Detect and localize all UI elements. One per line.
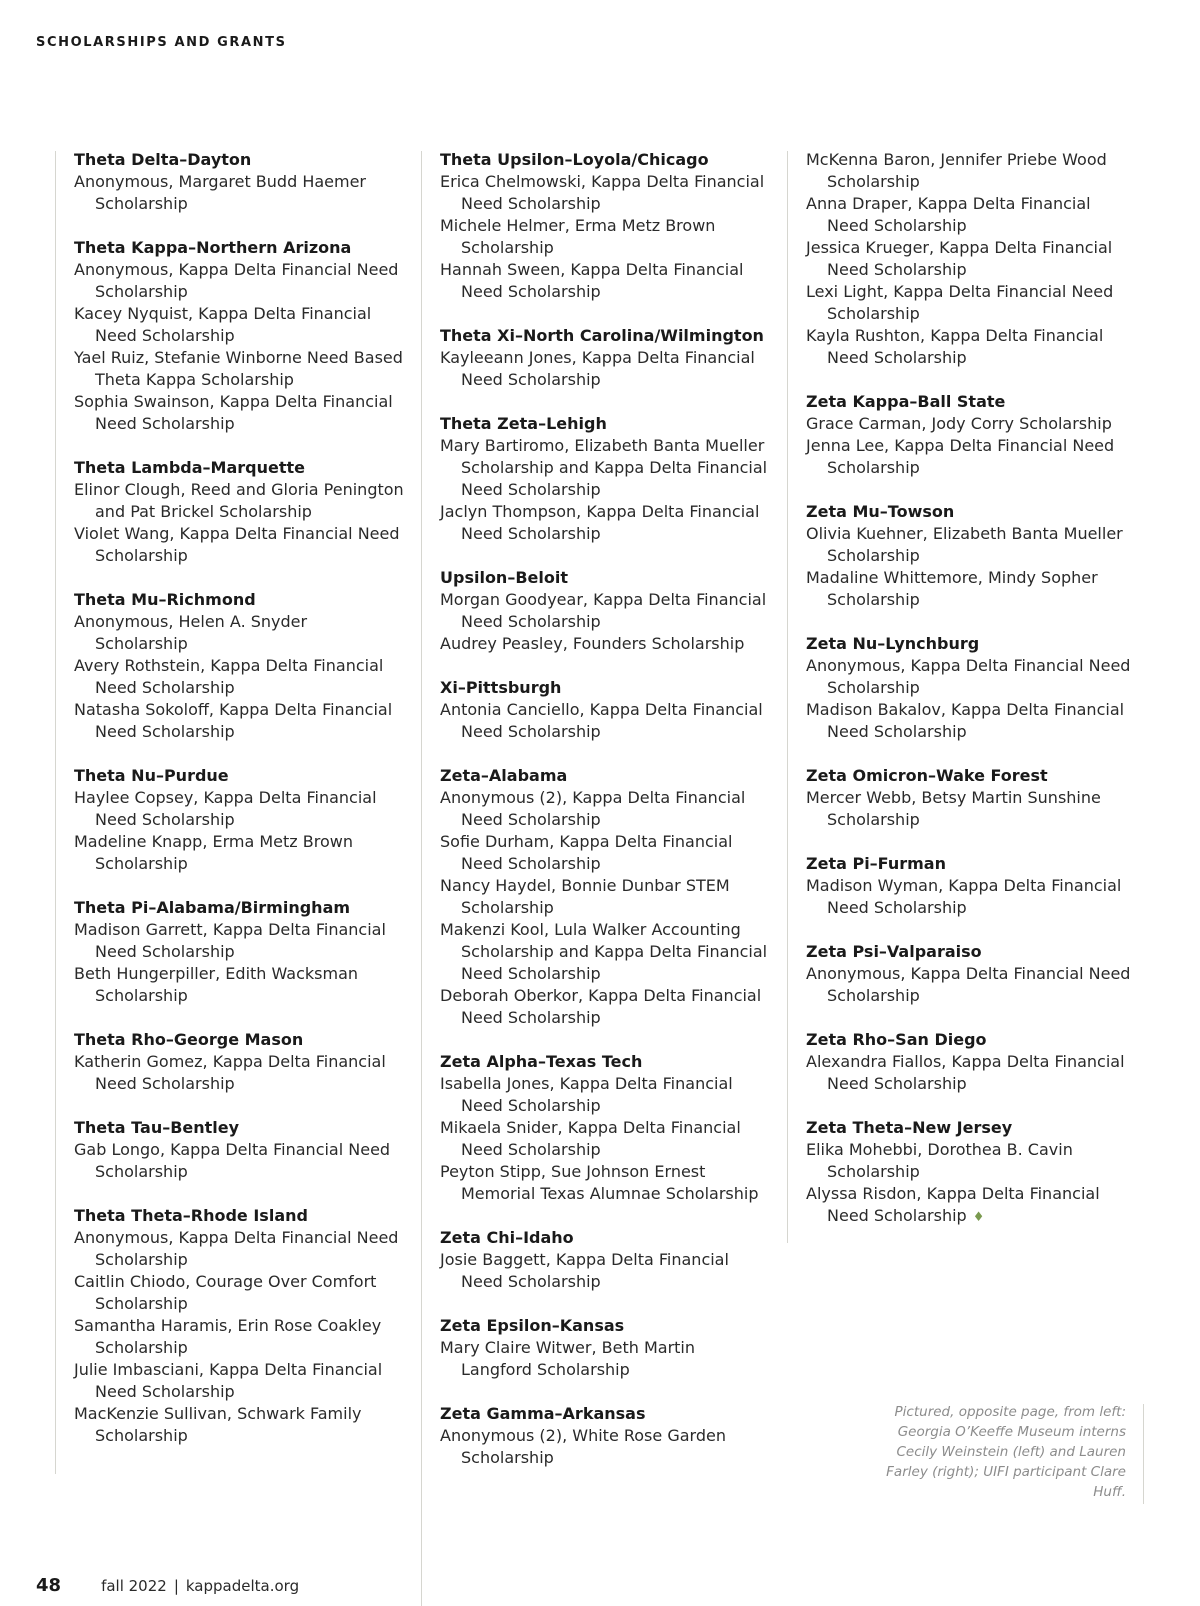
scholarship-entry — [806, 875, 1136, 919]
recipient-text: Samantha Haramis, Erin Rose Coakley Scholarship — [74, 1316, 382, 1357]
chapter-group — [806, 149, 1136, 369]
chapter-group — [806, 765, 1136, 831]
chapter-heading: Theta Nu–Purdue — [74, 766, 229, 785]
recipient-text: McKenna Baron, Jennifer Priebe Wood Scholarship — [806, 150, 1107, 191]
chapter-group — [74, 1029, 404, 1095]
scholarship-entry — [74, 611, 404, 655]
scholarship-entry — [74, 479, 404, 523]
chapter-group — [806, 391, 1136, 479]
recipient-text: Anonymous, Margaret Budd Haemer Scholarship — [74, 172, 367, 213]
chapter-group — [74, 457, 404, 567]
chapter-group — [440, 567, 770, 655]
chapter-heading: Zeta–Alabama — [440, 766, 568, 785]
scholarship-entry — [806, 413, 1136, 435]
scholarship-entry — [806, 193, 1136, 237]
recipient-text: Avery Rothstein, Kappa Delta Financial Need Scholarship — [74, 656, 384, 697]
scholarship-entry — [74, 1139, 404, 1183]
scholarship-entry — [440, 171, 770, 215]
recipient-text: Madison Garrett, Kappa Delta Financial Need Scholarship — [74, 920, 386, 961]
scholarship-entry — [440, 1073, 770, 1117]
scholarship-entry — [806, 325, 1136, 369]
scholarship-entry — [74, 259, 404, 303]
chapter-heading: Theta Theta–Rhode Island — [74, 1206, 308, 1225]
recipient-text: Grace Carman, Jody Corry Scholarship — [806, 414, 1112, 433]
recipient-text: Jessica Krueger, Kappa Delta Financial Need Scholarship — [806, 238, 1113, 279]
recipient-text: Madison Bakalov, Kappa Delta Financial Need Scholarship — [806, 700, 1125, 741]
scholarship-entry — [806, 281, 1136, 325]
recipient-text: Beth Hungerpiller, Edith Wacksman Scholarship — [74, 964, 359, 1005]
end-diamond-icon: ♦ — [972, 1210, 985, 1225]
recipient-text: Gab Longo, Kappa Delta Financial Need Scholarship — [74, 1140, 391, 1181]
scholarship-entry — [806, 237, 1136, 281]
chapter-heading: Theta Kappa–Northern Arizona — [74, 238, 352, 257]
recipient-text: Natasha Sokoloff, Kappa Delta Financial Need Scholarship — [74, 700, 393, 741]
chapter-group — [440, 413, 770, 545]
recipient-text: Madaline Whittemore, Mindy Sopher Scholarship — [806, 568, 1098, 609]
chapter-group — [74, 237, 404, 435]
recipient-text: Madison Wyman, Kappa Delta Financial Need Scholarship — [806, 876, 1122, 917]
chapter-heading: Zeta Rho–San Diego — [806, 1030, 987, 1049]
recipient-text: Haylee Copsey, Kappa Delta Financial Need Scholarship — [74, 788, 377, 829]
chapter-group — [806, 1029, 1136, 1095]
recipient-text: Violet Wang, Kappa Delta Financial Need Scholarship — [74, 524, 400, 565]
scholarship-entry — [74, 1315, 404, 1359]
recipient-text: Elika Mohebbi, Dorothea B. Cavin Scholarship — [806, 1140, 1073, 1181]
scholarship-entry — [74, 171, 404, 215]
scholarship-entry — [74, 963, 404, 1007]
scholarship-entry — [74, 1051, 404, 1095]
chapter-group — [806, 853, 1136, 919]
scholarship-entry — [440, 699, 770, 743]
chapter-group — [74, 765, 404, 875]
scholarship-entry — [440, 831, 770, 875]
chapter-group — [74, 1117, 404, 1183]
recipient-text: Nancy Haydel, Bonnie Dunbar STEM Scholarship — [440, 876, 730, 917]
recipient-text: Hannah Sween, Kappa Delta Financial Need Scholarship — [440, 260, 744, 301]
recipient-text: Caitlin Chiodo, Courage Over Comfort Scholarship — [74, 1272, 377, 1313]
recipient-text: Anonymous, Kappa Delta Financial Need Scholarship — [806, 656, 1131, 697]
chapter-heading: Theta Upsilon–Loyola/Chicago — [440, 150, 709, 169]
column-divider — [421, 151, 422, 1606]
chapter-heading: Theta Pi–Alabama/Birmingham — [74, 898, 351, 917]
chapter-heading: Zeta Gamma–Arkansas — [440, 1404, 646, 1423]
scholarship-entry — [74, 523, 404, 567]
recipient-text: Jenna Lee, Kappa Delta Financial Need Scholarship — [806, 436, 1115, 477]
recipient-text: Kayleeann Jones, Kappa Delta Financial Need Scholarship — [440, 348, 755, 389]
chapter-group — [440, 1227, 770, 1293]
column-divider — [55, 151, 56, 1474]
recipient-text: MacKenzie Sullivan, Schwark Family Scholarship — [74, 1404, 362, 1445]
chapter-heading: Theta Zeta–Lehigh — [440, 414, 607, 433]
recipient-text: Elinor Clough, Reed and Gloria Penington and Pat Brickel Scholarship — [74, 480, 404, 521]
scholarship-entry — [74, 919, 404, 963]
recipient-text: Kayla Rushton, Kappa Delta Financial Need Scholarship — [806, 326, 1104, 367]
scholarship-entry — [806, 963, 1136, 1007]
scholarship-entry — [806, 699, 1136, 743]
scholarship-entry — [74, 1227, 404, 1271]
scholarship-column-1 — [74, 149, 404, 1469]
chapter-heading: Theta Rho–George Mason — [74, 1030, 304, 1049]
scholarship-entry — [806, 149, 1136, 193]
scholarship-entry — [74, 1271, 404, 1315]
scholarship-entry — [806, 567, 1136, 611]
recipient-text: Michele Helmer, Erma Metz Brown Scholarship — [440, 216, 716, 257]
page-number: 48 — [36, 1575, 62, 1596]
scholarship-entry — [440, 589, 770, 633]
recipient-text: Mary Bartiromo, Elizabeth Banta Mueller Scholarship and Kappa Delta Financial Need Scholarship — [440, 436, 768, 499]
recipient-text: Olivia Kuehner, Elizabeth Banta Mueller Scholarship — [806, 524, 1123, 565]
scholarship-entry — [440, 1117, 770, 1161]
chapter-group — [74, 589, 404, 743]
recipient-text: Katherin Gomez, Kappa Delta Financial Need Scholarship — [74, 1052, 386, 1093]
chapter-heading: Theta Lambda–Marquette — [74, 458, 305, 477]
chapter-group — [806, 633, 1136, 743]
chapter-group — [74, 1205, 404, 1447]
site-link[interactable]: kappadelta.org — [185, 1577, 300, 1595]
scholarship-entry — [74, 347, 404, 391]
scholarship-entry — [74, 1359, 404, 1403]
scholarship-entry — [806, 1051, 1136, 1095]
recipient-text: Julie Imbasciani, Kappa Delta Financial Need Scholarship — [74, 1360, 383, 1401]
recipient-text: Lexi Light, Kappa Delta Financial Need Scholarship — [806, 282, 1114, 323]
recipient-text: Mikaela Snider, Kappa Delta Financial Need Scholarship — [440, 1118, 741, 1159]
scholarship-entry — [440, 633, 770, 655]
caption-divider — [1143, 1404, 1144, 1504]
scholarship-entry — [74, 1403, 404, 1447]
chapter-group — [440, 1403, 770, 1469]
recipient-text: Anonymous, Kappa Delta Financial Need Scholarship — [806, 964, 1131, 1005]
chapter-group — [440, 325, 770, 391]
chapter-group — [440, 1051, 770, 1205]
chapter-heading: Theta Tau–Bentley — [74, 1118, 240, 1137]
scholarship-entry — [440, 1425, 770, 1469]
chapter-heading: Theta Mu–Richmond — [74, 590, 256, 609]
chapter-heading: Xi–Pittsburgh — [440, 678, 562, 697]
scholarship-entry — [74, 303, 404, 347]
scholarship-entry — [440, 985, 770, 1029]
chapter-group — [806, 1117, 1136, 1229]
recipient-text: Antonia Canciello, Kappa Delta Financial Need Scholarship — [440, 700, 763, 741]
scholarship-entry — [440, 919, 770, 985]
recipient-text: Madeline Knapp, Erma Metz Brown Scholarship — [74, 832, 353, 873]
recipient-text: Deborah Oberkor, Kappa Delta Financial Need Scholarship — [440, 986, 762, 1027]
scholarship-entry — [440, 501, 770, 545]
chapter-heading: Zeta Psi–Valparaiso — [806, 942, 982, 961]
recipient-text: Yael Ruiz, Stefanie Winborne Need Based Theta Kappa Scholarship — [74, 348, 403, 389]
recipient-text: Sophia Swainson, Kappa Delta Financial Need Scholarship — [74, 392, 393, 433]
chapter-heading: Zeta Mu–Towson — [806, 502, 955, 521]
chapter-heading: Theta Xi–North Carolina/Wilmington — [440, 326, 764, 345]
photo-caption: Pictured, opposite page, from left: Georgia O’Keeffe Museum interns Cecily Weinstein (left) and Lauren Farley (right); UIFI participant Clare Huff. — [886, 1404, 1126, 1500]
scholarship-entry — [440, 1161, 770, 1205]
scholarship-entry — [74, 787, 404, 831]
scholarship-entry — [806, 655, 1136, 699]
scholarship-entry — [806, 523, 1136, 567]
chapter-group — [440, 677, 770, 743]
scholarship-entry — [806, 1183, 1136, 1229]
chapter-heading: Zeta Omicron–Wake Forest — [806, 766, 1048, 785]
scholarship-entry — [440, 1249, 770, 1293]
scholarship-entry — [74, 655, 404, 699]
chapter-group — [806, 941, 1136, 1007]
chapter-group — [74, 897, 404, 1007]
chapter-group — [806, 501, 1136, 611]
scholarship-entry — [440, 347, 770, 391]
issue-label: fall 2022 — [101, 1577, 167, 1595]
chapter-group — [440, 765, 770, 1029]
scholarship-entry — [440, 215, 770, 259]
recipient-text: Josie Baggett, Kappa Delta Financial Need Scholarship — [440, 1250, 729, 1291]
recipient-text: Alexandra Fiallos, Kappa Delta Financial Need Scholarship — [806, 1052, 1125, 1093]
recipient-text: Peyton Stipp, Sue Johnson Ernest Memorial Texas Alumnae Scholarship — [440, 1162, 759, 1203]
recipient-text: Anonymous, Kappa Delta Financial Need Scholarship — [74, 260, 399, 301]
scholarship-entry — [440, 435, 770, 501]
scholarship-entry — [74, 699, 404, 743]
recipient-text: Anonymous (2), Kappa Delta Financial Need Scholarship — [440, 788, 746, 829]
recipient-text: Makenzi Kool, Lula Walker Accounting Scholarship and Kappa Delta Financial Need Scholarship — [440, 920, 768, 983]
chapter-group — [74, 149, 404, 215]
recipient-text: Kacey Nyquist, Kappa Delta Financial Need Scholarship — [74, 304, 372, 345]
chapter-heading: Zeta Kappa–Ball State — [806, 392, 1006, 411]
scholarship-entry — [806, 435, 1136, 479]
recipient-text: Jaclyn Thompson, Kappa Delta Financial Need Scholarship — [440, 502, 760, 543]
scholarship-entry — [74, 831, 404, 875]
footer-separator: | — [173, 1577, 179, 1595]
section-label: SCHOLARSHIPS AND GRANTS — [36, 35, 287, 50]
chapter-heading: Zeta Epsilon–Kansas — [440, 1316, 625, 1335]
recipient-text: Sofie Durham, Kappa Delta Financial Need Scholarship — [440, 832, 733, 873]
scholarship-entry — [440, 875, 770, 919]
recipient-text: Audrey Peasley, Founders Scholarship — [440, 634, 745, 653]
recipient-text: Anna Draper, Kappa Delta Financial Need Scholarship — [806, 194, 1091, 235]
scholarship-column-3 — [806, 149, 1136, 1251]
recipient-text: Mary Claire Witwer, Beth Martin Langford Scholarship — [440, 1338, 695, 1379]
scholarship-column-2 — [440, 149, 770, 1491]
chapter-heading: Zeta Pi–Furman — [806, 854, 946, 873]
chapter-heading: Upsilon–Beloit — [440, 568, 568, 587]
scholarship-entry — [74, 391, 404, 435]
scholarship-entry — [806, 787, 1136, 831]
column-divider — [787, 151, 788, 1243]
scholarship-entry — [440, 259, 770, 303]
chapter-heading: Zeta Theta–New Jersey — [806, 1118, 1013, 1137]
page-footer — [36, 1575, 299, 1596]
recipient-text: Anonymous, Kappa Delta Financial Need Scholarship — [74, 1228, 399, 1269]
chapter-heading: Zeta Chi–Idaho — [440, 1228, 574, 1247]
recipient-text: Erica Chelmowski, Kappa Delta Financial Need Scholarship — [440, 172, 765, 213]
scholarship-entry — [806, 1139, 1136, 1183]
recipient-text: Morgan Goodyear, Kappa Delta Financial Need Scholarship — [440, 590, 767, 631]
recipient-text: Anonymous (2), White Rose Garden Scholarship — [440, 1426, 726, 1467]
chapter-group — [440, 1315, 770, 1381]
chapter-heading: Zeta Alpha–Texas Tech — [440, 1052, 643, 1071]
recipient-text: Isabella Jones, Kappa Delta Financial Need Scholarship — [440, 1074, 733, 1115]
scholarship-entry — [440, 1337, 770, 1381]
recipient-text: Mercer Webb, Betsy Martin Sunshine Scholarship — [806, 788, 1101, 829]
recipient-text: Alyssa Risdon, Kappa Delta Financial Need Scholarship — [806, 1184, 1100, 1225]
chapter-heading: Theta Delta–Dayton — [74, 150, 252, 169]
chapter-heading: Zeta Nu–Lynchburg — [806, 634, 980, 653]
scholarship-entry — [440, 787, 770, 831]
chapter-group — [440, 149, 770, 303]
recipient-text: Anonymous, Helen A. Snyder Scholarship — [74, 612, 308, 653]
